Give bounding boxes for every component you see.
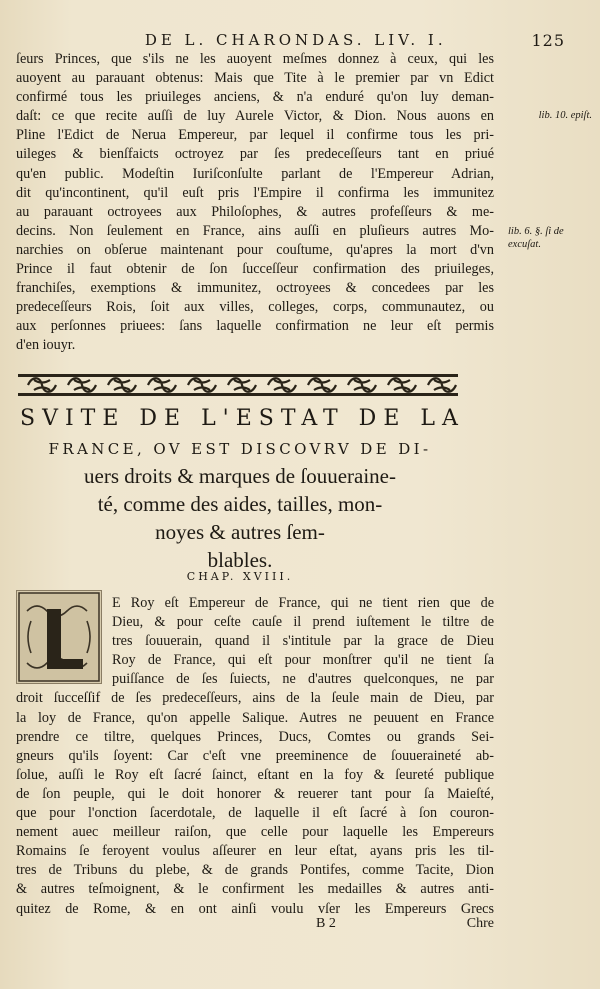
chapter-number: CHAP. XVIII. [186, 570, 294, 583]
heading-line: té, comme des aides, tailles, mon- [97, 492, 383, 516]
ornament-band [18, 368, 458, 402]
text-line: daſt: ce que recite auſſi de luy Aurele Victor, & Dion. Nous auons en [16, 108, 494, 125]
text-line: franchiſes, exemptions & immunitez, octroyees & concedees par les [16, 280, 494, 297]
text-line: aux perſonnes priuees: ſans laquelle confirmation ne leur eſt permis [16, 318, 494, 335]
heading-line: uers droits & marques de ſouueraine- [84, 464, 396, 488]
text-line: gneurs qu'ils ſoyent: Car c'eſt vne preeminence de ſouueraineté ab- [16, 747, 494, 764]
text-line: Roy de France, qui eſt pour monſtrer qu'il ne tient ſa [112, 652, 494, 669]
text-line: tres de Tribuns du plebe, & de grands Pontifes, comme Tacite, Dion [16, 862, 494, 879]
running-header [60, 28, 565, 52]
margin-note-2: lib. 6. §. ſi de excuſat. [508, 226, 564, 250]
text-line: droit ſucceſſif de ſes predeceſſeurs, ains de la ſeule main de Dieu, par [16, 690, 494, 707]
ornament-motif [268, 378, 296, 392]
text-line: auoyent au parauant obtenus: Mais que Tite à le premier par vn Edict [16, 70, 494, 87]
text-line: uileges & bienſfaicts octroyez par ſes predeceſſeurs tant en priué [16, 146, 494, 163]
text-line: ſolue, auſſi le Roy eſt ſacré ſainct, eſtant en la foy & ſeureté publique [16, 766, 494, 783]
ornament-motif [68, 378, 96, 392]
ornament-motif [108, 378, 136, 392]
catchword: Chre [466, 916, 494, 931]
text-line: Romains ſe feroyent voulus aſſeurer en leur eſtat, ayans pris les til- [16, 843, 494, 860]
text-line: dit qu'incontinent, qu'il euſt pris l'Empire il confirma les immunitez [16, 184, 494, 201]
section-heading-line-2: FRANCE, OV EST DISCOVRV DE DI- [48, 440, 432, 458]
text-line: quitez de Rome, & en ont ainſi voulu vſer les Empereurs Grecs [16, 900, 494, 917]
text-line: Dieu, & pour ceſte cauſe il prend iuſtement le tiltre de [112, 614, 494, 631]
margin-note-1: lib. 10. epiſt. [538, 110, 592, 121]
heading-line: blables. [207, 548, 273, 572]
section-heading-line-1: SVITE DE L'ESTAT DE LA [20, 406, 465, 431]
ornament-motif [28, 378, 56, 392]
text-line: predeceſſeurs Rois, ſoit aux villes, colleges, corps, communautez, ou [16, 299, 494, 316]
signature-mark: B 2 [316, 916, 336, 931]
running-title: DE L. CHARONDAS. LIV. I. [144, 31, 447, 49]
text-line: confirmé tous les priuileges anciens, & n'a enduré qu'on luy deman- [16, 89, 494, 106]
text-line: E Roy eſt Empereur de France, qui ne tient rien que de [112, 595, 494, 611]
text-line: tres ſouuerain, quand il s'intitule par la grace de Dieu [112, 633, 494, 650]
passage-2 [16, 594, 494, 919]
text-line: au parauant octroyees aux Philoſophes, & autres profeſſeurs & me- [16, 203, 494, 220]
text-line: narchies on obſerue maintenant pour couſtume, qu'apres la mort d'vn [16, 241, 494, 258]
text-line: nement auec meilleur raiſon, que celle pour laquelle les Empereurs [16, 824, 494, 841]
ornament-motif [388, 378, 416, 392]
text-line: ſeurs Princes, que s'ils ne les auoyent meſmes donnez à ceux, qui les [16, 51, 494, 67]
text-line: Prince il faut obtenir de ſon ſucceſſeur confirmation des priuileges, [16, 261, 494, 278]
text-line: prendre ce tiltre, quelques Princes, Ducs, Comtes ou grands Sei- [16, 728, 494, 745]
text-line: qu'en public. Modeſtin Iuriſconſulte parlant de l'Empereur Adrian, [16, 165, 494, 182]
text-line: puiſſance de ſes ſuiects, ne d'autres quelconques, ne par [112, 671, 494, 688]
text-line: la loy de France, qu'on appelle Salique. Autres ne peuuent en France [16, 709, 494, 726]
text-line: de ſon peuple, qui le doit honorer & reuerer tant pour ſa Maieſté, [16, 785, 494, 802]
text-line: d'en iouyr. [16, 337, 76, 354]
ornament-motif [348, 378, 376, 392]
text-line: & autres teſmoignent, & le confirment les medailles & autres anti- [16, 881, 494, 898]
text-line: decins. Non ſeulement en France, ains auſſi en pluſieurs autres Mo- [16, 222, 494, 239]
ornament-motif [308, 378, 336, 392]
ornament-motif [148, 378, 176, 392]
ornament-motif [428, 378, 456, 392]
ornament-motif [228, 378, 256, 392]
passage-1 [16, 50, 494, 356]
section-heading-body [60, 462, 420, 574]
page-footer [16, 916, 494, 936]
text-line: que pour l'onction ſacerdotale, de laquelle il eſt ſacré à ſon couron- [16, 805, 494, 822]
text-line: Pline l'Edict de Nerua Empereur, par lequel il confirme tous les pri- [16, 127, 494, 144]
heading-line: noyes & autres ſem- [155, 520, 325, 544]
ornament-motif [188, 378, 216, 392]
folio-number: 125 [531, 30, 565, 50]
